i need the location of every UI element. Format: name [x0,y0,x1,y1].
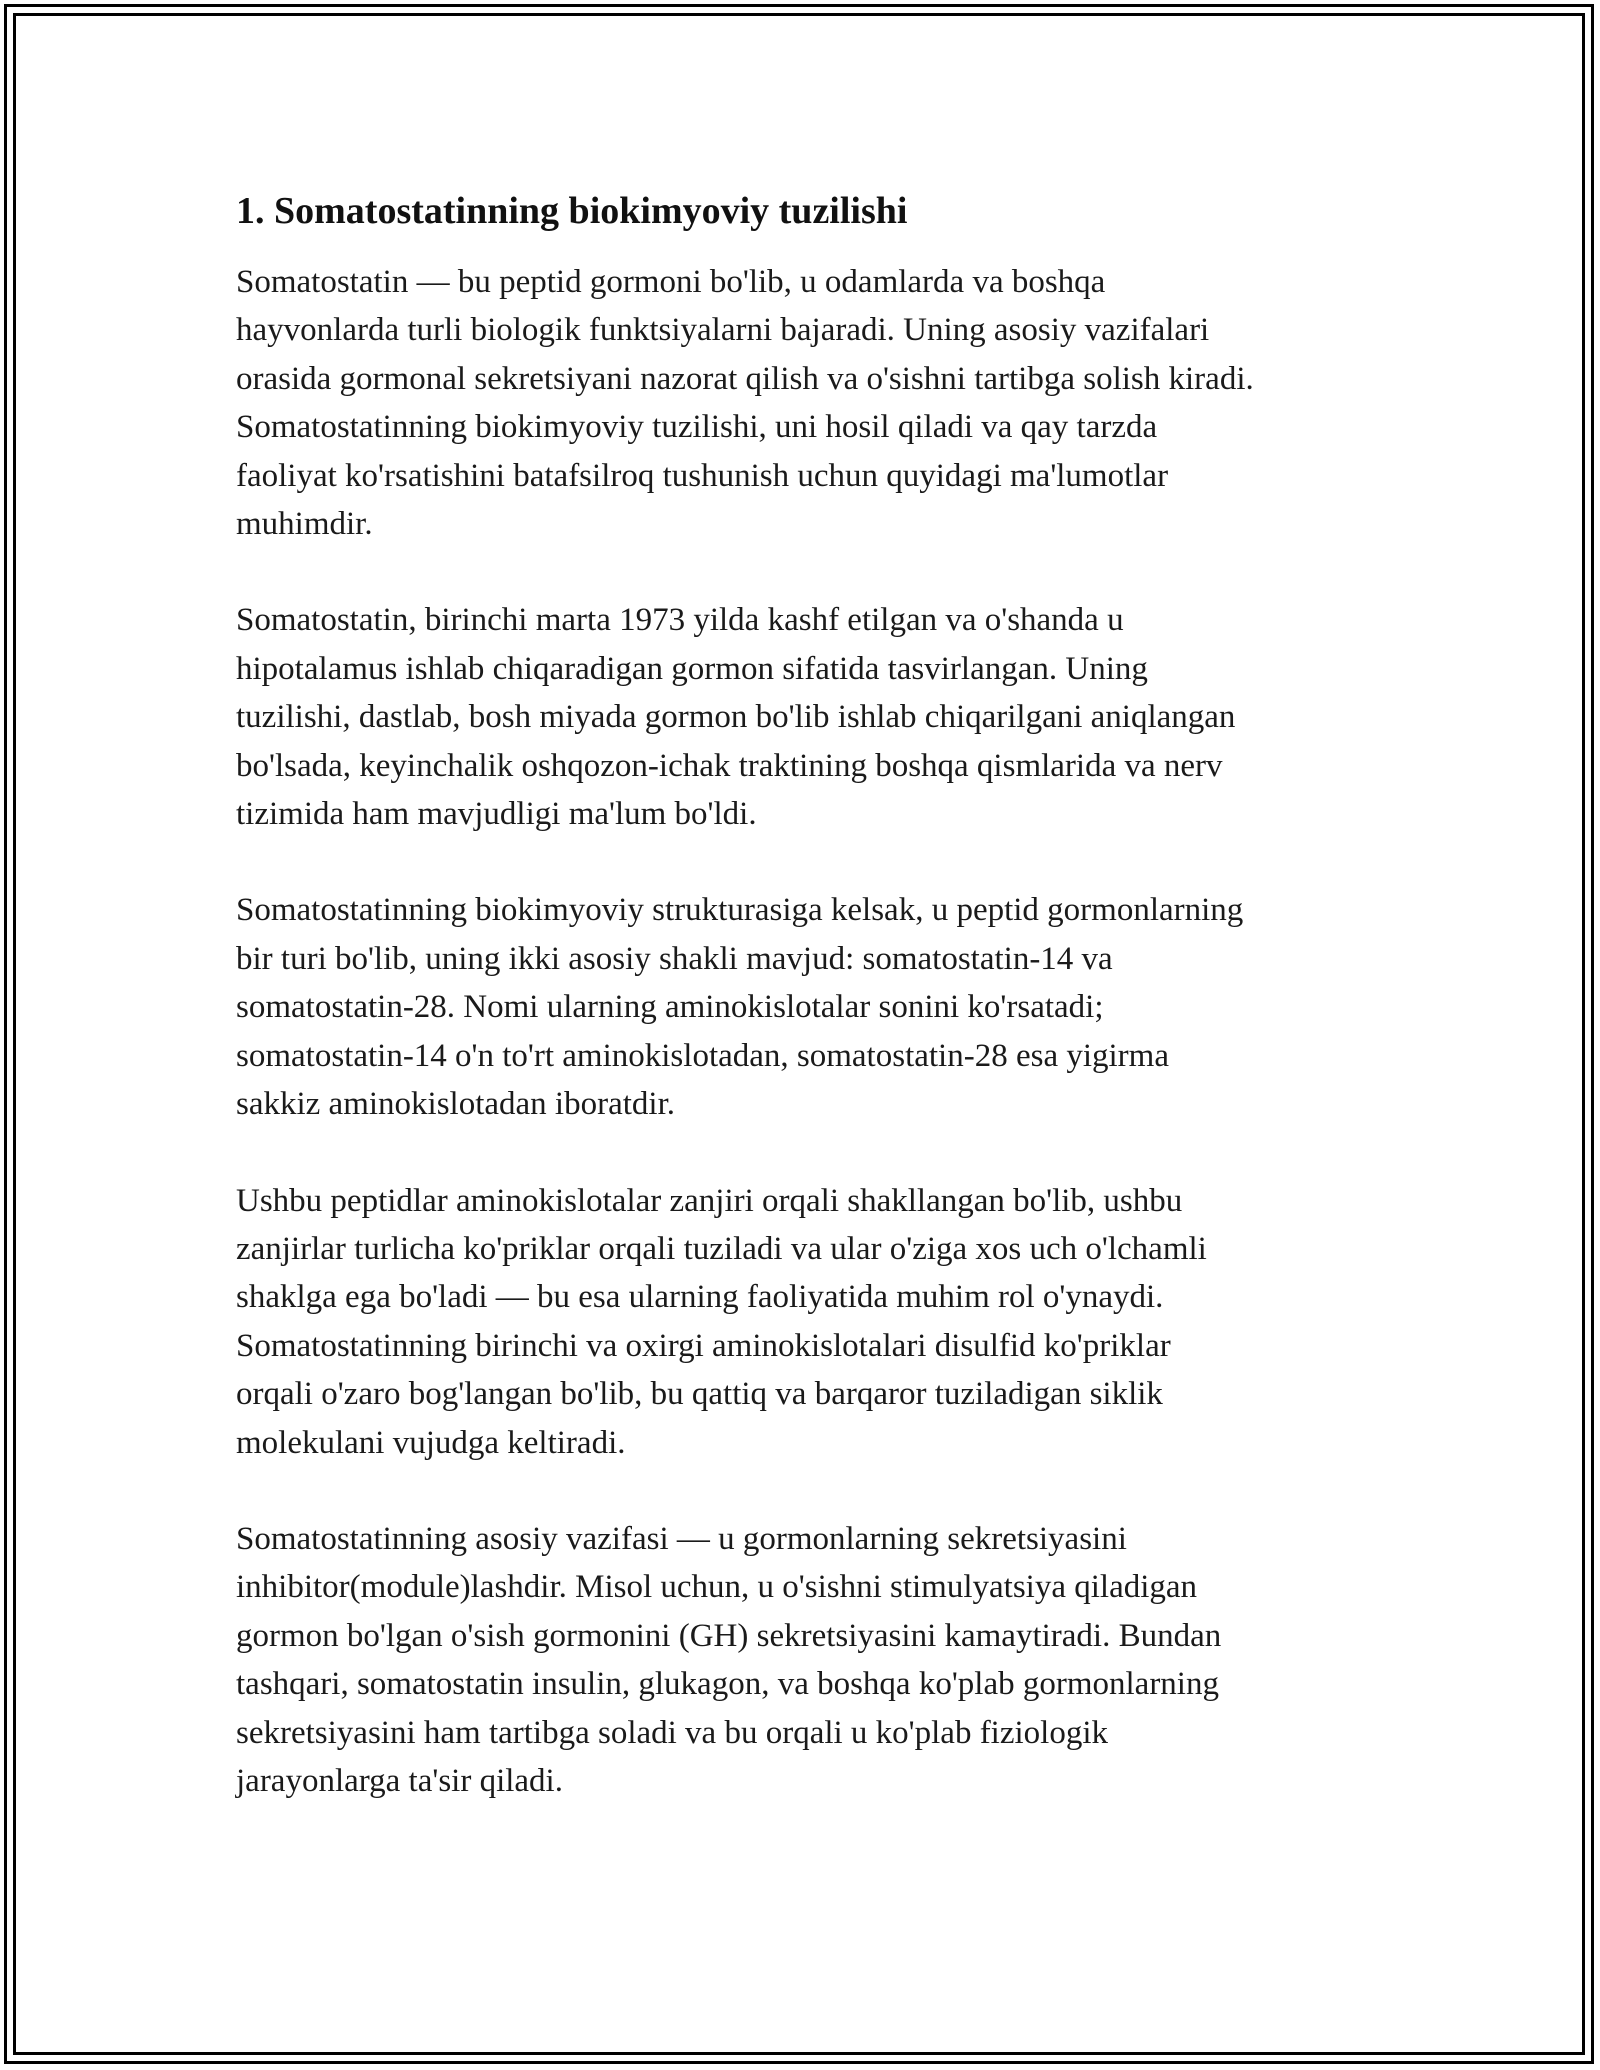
paragraph-2: Somatostatin, birinchi marta 1973 yilda kashf etilgan va o'shanda u hipotalamus ishlab chiqaradigan gormon sifatida tasvirlangan. Uning tuzilishi, dastlab, bosh miyada gormon bo'lib ishlab chiqarilgani aniqlangan bo'lsada, keyinchalik oshqozon-ichak traktining boshqa qismlarida va nerv tizimida ham mavjudligi ma'lum bo'ldi. [236,602,1236,833]
paragraph-1: Somatostatin — bu peptid gormoni bo'lib, u odamlarda va boshqa hayvonlarda turli biologik funktsiyalarni bajaradi. Uning asosiy vazifalari orasida gormonal sekretsiyani nazorat qilish va o'sishni tartibga solish kiradi. Somatostatinning biokimyoviy tuzilishi, uni hosil qiladi va qay tarzda faoliyat ko'rsatishini batafsilroq tushunish uchun quyidagi ma'lumotlar muhimdir. [236,264,1254,543]
document-body [236,186,1366,1805]
paragraph-4: Ushbu peptidlar aminokislotalar zanjiri orqali shakllangan bo'lib, ushbu zanjirlar turlicha ko'priklar orqali tuziladi va ular o'ziga xos uch o'lchamli shaklga ega bo'ladi — bu esa ularning faoliyatida muhim rol o'ynaydi. Somatostatinning birinchi va oxirgi aminokislotalari disulfid ko'priklar orqali o'zaro bog'langan bo'lib, bu qattiq va barqaror tuziladigan siklik molekulani vujudga keltiradi. [236,1182,1207,1461]
section-heading: 1. Somatostatinning biokimyoviy tuzilishi [236,190,908,232]
paragraph-5: Somatostatinning asosiy vazifasi — u gormonlarning sekretsiyasini inhibitor(module)lashdir. Misol uchun, u o'sishni stimulyatsiya qiladigan gormon bo'lgan o'sish gormonini (GH) sekretsiyasini kamaytiradi. Bundan tashqari, somatostatin insulin, glukagon, va boshqa ko'plab gormonlarning sekretsiyasini ham tartibga soladi va bu orqali u ko'plab fiziologik jarayonlarga ta'sir qiladi. [236,1520,1222,1799]
paragraph-3: Somatostatinning biokimyoviy strukturasiga kelsak, u peptid gormonlarning bir turi bo'lib, uning ikki asosiy shakli mavjud: somatostatin-14 va somatostatin-28. Nomi ularning aminokislotalar sonini ko'rsatadi; somatostatin-14 o'n to'rt aminokislotadan, somatostatin-28 esa yigirma sakkiz aminokislotadan iboratdir. [236,892,1244,1123]
